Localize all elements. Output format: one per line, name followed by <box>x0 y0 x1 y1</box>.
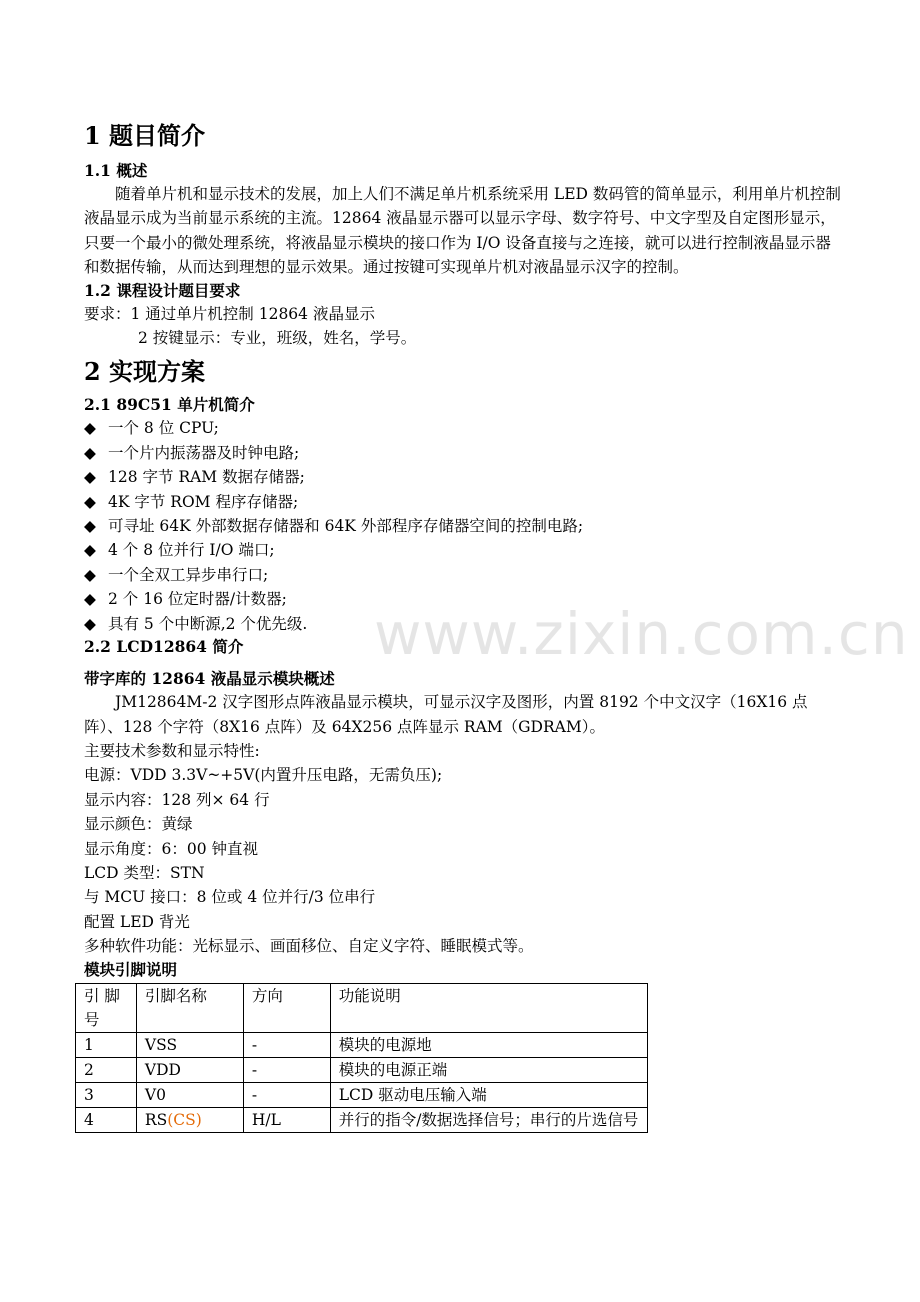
diamond-bullet-icon: ◆ <box>84 419 96 438</box>
diamond-bullet-icon: ◆ <box>84 590 96 609</box>
list-item: ◆ 一个片内振荡器及时钟电路; <box>84 441 844 465</box>
table-cell: RS(CS) <box>136 1107 243 1132</box>
table-row <box>76 1032 648 1057</box>
table-cell: 模块的电源正端 <box>330 1057 647 1082</box>
table-header-cell: 方向 <box>243 983 330 1032</box>
table-cell: V0 <box>136 1082 243 1107</box>
spec-line: 与 MCU 接口：8 位或 4 位并行/3 位串行 <box>84 888 376 907</box>
table-header-cell: 功能说明 <box>330 983 647 1032</box>
section-1-2-title: 1.2 课程设计题目要求 <box>84 280 241 300</box>
table-cell: 并行的指令/数据选择信号；串行的片选信号 <box>330 1107 647 1132</box>
table-cell: 4 <box>76 1107 137 1132</box>
spec-line: LCD 类型：STN <box>84 863 205 882</box>
table-cell: - <box>243 1082 330 1107</box>
list-item: ◆ 4 个 8 位并行 I/O 端口; <box>84 538 844 562</box>
diamond-bullet-icon: ◆ <box>84 565 96 584</box>
diamond-bullet-icon: ◆ <box>84 492 96 511</box>
table-row <box>76 1057 648 1082</box>
table-cell: - <box>243 1057 330 1082</box>
diamond-bullet-icon: ◆ <box>84 541 96 560</box>
list-item: ◆ 一个全双工异步串行口; <box>84 563 844 587</box>
spec-line: 显示角度：6：00 钟直视 <box>84 839 259 858</box>
list-item: ◆ 4K 字节 ROM 程序存储器; <box>84 490 844 514</box>
spec-list <box>84 739 844 959</box>
table-cell: LCD 驱动电压输入端 <box>330 1082 647 1107</box>
list-item: ◆ 2 个 16 位定时器/计数器; <box>84 587 844 611</box>
table-cell: H/L <box>243 1107 330 1132</box>
table-row <box>76 1082 648 1107</box>
spec-line: 电源：VDD 3.3V~+5V(内置升压电路，无需负压); <box>84 766 443 785</box>
list-item: ◆ 具有 5 个中断源,2 个优先级. <box>84 612 844 636</box>
section-2-title: 2 实现方案 <box>84 357 206 387</box>
section-1-title: 1 题目简介 <box>84 121 206 150</box>
requirement-2: 2 按键显示：专业，班级，姓名，学号。 <box>138 329 417 348</box>
table-cell: VSS <box>136 1032 243 1057</box>
section-2-2-title: 2.2 LCD12864 简介 <box>84 637 244 657</box>
list-item: ◆ 一个 8 位 CPU; <box>84 416 844 440</box>
table-cell: - <box>243 1032 330 1057</box>
table-cell: 2 <box>76 1057 137 1082</box>
spec-line: 显示颜色：黄绿 <box>84 815 193 834</box>
diamond-bullet-icon: ◆ <box>84 468 96 487</box>
table-cell: VDD <box>136 1057 243 1082</box>
list-item: ◆ 可寻址 64K 外部数据存储器和 64K 外部程序存储器空间的控制电路; <box>84 514 844 538</box>
watermark: www.zixin.com.cn <box>374 600 909 668</box>
spec-line: 显示内容：128 列× 64 行 <box>84 790 270 809</box>
section-2-1-title: 2.1 89C51 单片机简介 <box>84 395 255 415</box>
spec-line: 多种软件功能：光标显示、画面移位、自定义字符、睡眠模式等。 <box>84 937 534 956</box>
spec-line: 配置 LED 背光 <box>84 912 190 931</box>
pin-table-title: 模块引脚说明 <box>84 959 178 979</box>
list-item: ◆ 128 字节 RAM 数据存储器; <box>84 465 844 489</box>
table-header-row <box>76 983 648 1032</box>
pin-table <box>75 983 648 1133</box>
table-header-cell: 引 脚号 <box>76 983 137 1032</box>
requirement-1: 要求：1 通过单片机控制 12864 液晶显示 <box>84 304 375 323</box>
spec-line: 主要技术参数和显示特性: <box>84 741 260 760</box>
cs-suffix: (CS) <box>167 1110 202 1129</box>
module-overview-title: 带字库的 12864 液晶显示模块概述 <box>84 669 335 689</box>
module-paragraph: JM12864M-2 汉字图形点阵液晶显示模块，可显示汉字及图形，内置 8192 个中文汉字（16X16 点阵）、128 个字符（8X16 点阵）及 64X256 点阵显示 RAM（GDRAM）。 <box>84 693 808 736</box>
table-header-cell: 引脚名称 <box>136 983 243 1032</box>
table-cell: 1 <box>76 1032 137 1057</box>
overview-paragraph: 随着单片机和显示技术的发展，加上人们不满足单片机系统采用 LED 数码管的简单显示，利用单片机控制液晶显示成为当前显示系统的主流。12864 液晶显示器可以显示字母、数字符号、中文字型及自定图形显示，只要一个最小的微处理系统，将液晶显示模块的接口作为 I/O 设备直接与之连接，就可以进行控制液晶显示器和数据传输，从而达到理想的显示效果。通过按键可实现单片机对液晶显示汉字的控制。 <box>84 185 841 277</box>
diamond-bullet-icon: ◆ <box>84 614 96 633</box>
table-row <box>76 1107 648 1132</box>
section-1-1-title: 1.1 概述 <box>84 161 148 180</box>
table-cell: 3 <box>76 1082 137 1107</box>
diamond-bullet-icon: ◆ <box>84 443 96 462</box>
table-cell: 模块的电源地 <box>330 1032 647 1057</box>
diamond-bullet-icon: ◆ <box>84 517 96 536</box>
